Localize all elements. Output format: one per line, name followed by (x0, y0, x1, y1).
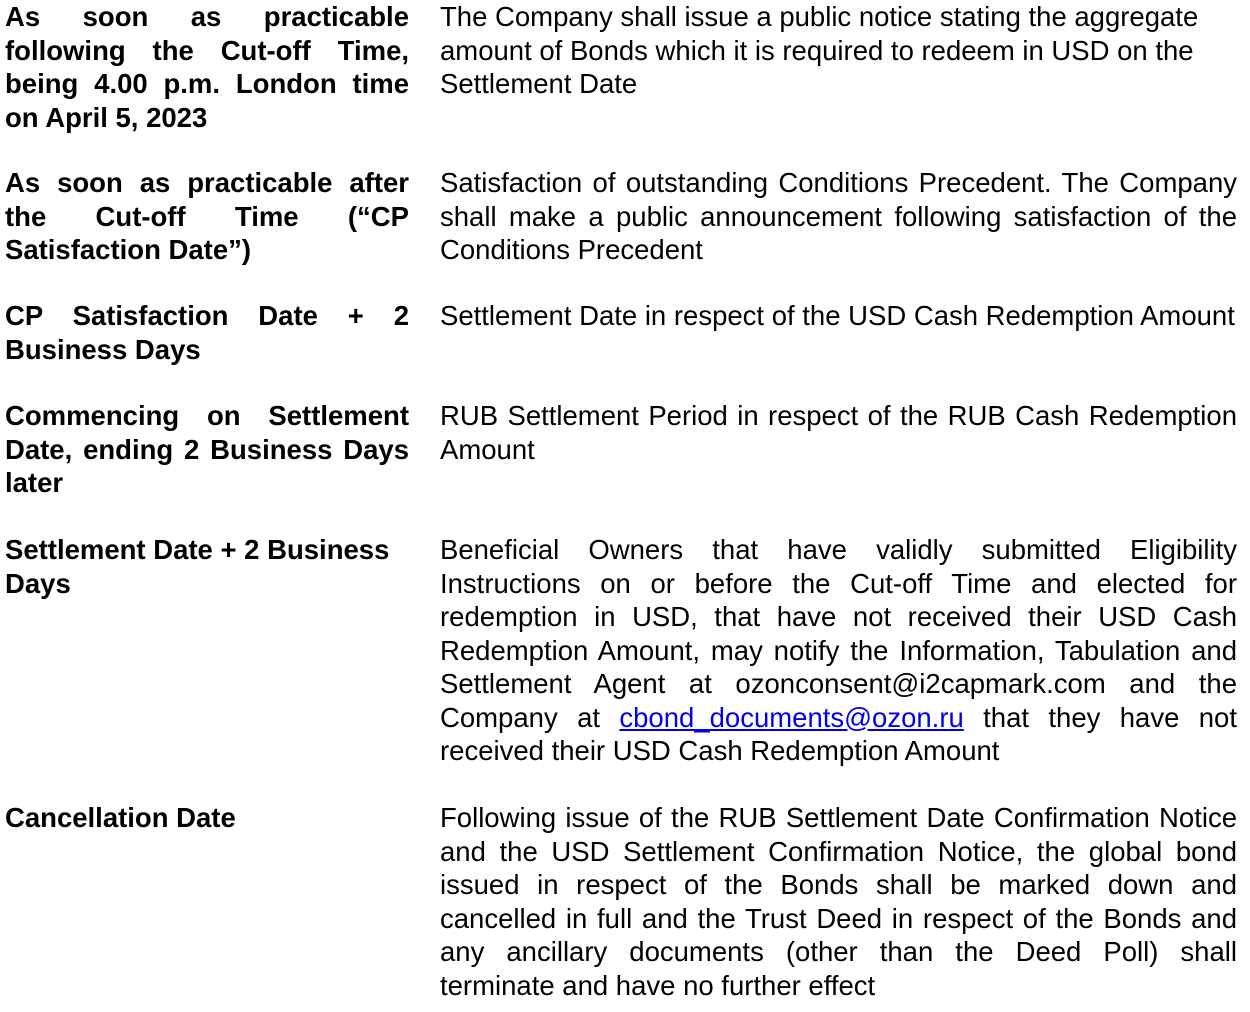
email-link[interactable]: cbond_documents@ozon.ru (619, 701, 964, 733)
event-description: Settlement Date in respect of the USD Cash Redemption Amount (440, 300, 1235, 331)
timing-label: CP Satisfaction Date + 2 Business Days (5, 300, 409, 365)
timing-label: Settlement Date + 2 Business Days (5, 534, 390, 599)
event-text: that they have not received their USD Cash Redemption Amount (440, 701, 1237, 766)
timing-label: As soon as practicable after the Cut-off Time (“CP Satisfaction Date”) (5, 167, 409, 265)
event-description: RUB Settlement Period in respect of the RUB Cash Redemption Amount (440, 400, 1237, 465)
event-text: Beneficial Owners that have validly submitted Eligibility Instructions on or before the Cut-off Time and elected for redemption in USD, that have not received their USD Cash Redemption Amount, may notify the Information, Tabulation and Settlement Agent at ozonconsent@i2capmark.com and the Company at (440, 534, 1237, 733)
event-description: Satisfaction of outstanding Conditions Precedent. The Company shall make a public announcement following satisfaction of the Conditions Precedent (440, 167, 1237, 265)
timing-label: Cancellation Date (5, 802, 236, 833)
timing-label: As soon as practicable following the Cut-off Time, being 4.00 p.m. London time on April 5, 2023 (5, 1, 409, 133)
event-description (440, 533, 1237, 768)
event-description: The Company shall issue a public notice stating the aggregate amount of Bonds which it is required to redeem in USD on the Settlement Date (440, 1, 1199, 99)
event-description: Following issue of the RUB Settlement Date Confirmation Notice and the USD Settlement Confirmation Notice, the global bond issued in respect of the Bonds shall be marked down and cancelled in full and the Trust Deed in respect of the Bonds and any ancillary documents (other than the Deed Poll) shall terminate and have no further effect (440, 802, 1237, 1001)
timing-label: Commencing on Settlement Date, ending 2 Business Days later (5, 400, 409, 498)
